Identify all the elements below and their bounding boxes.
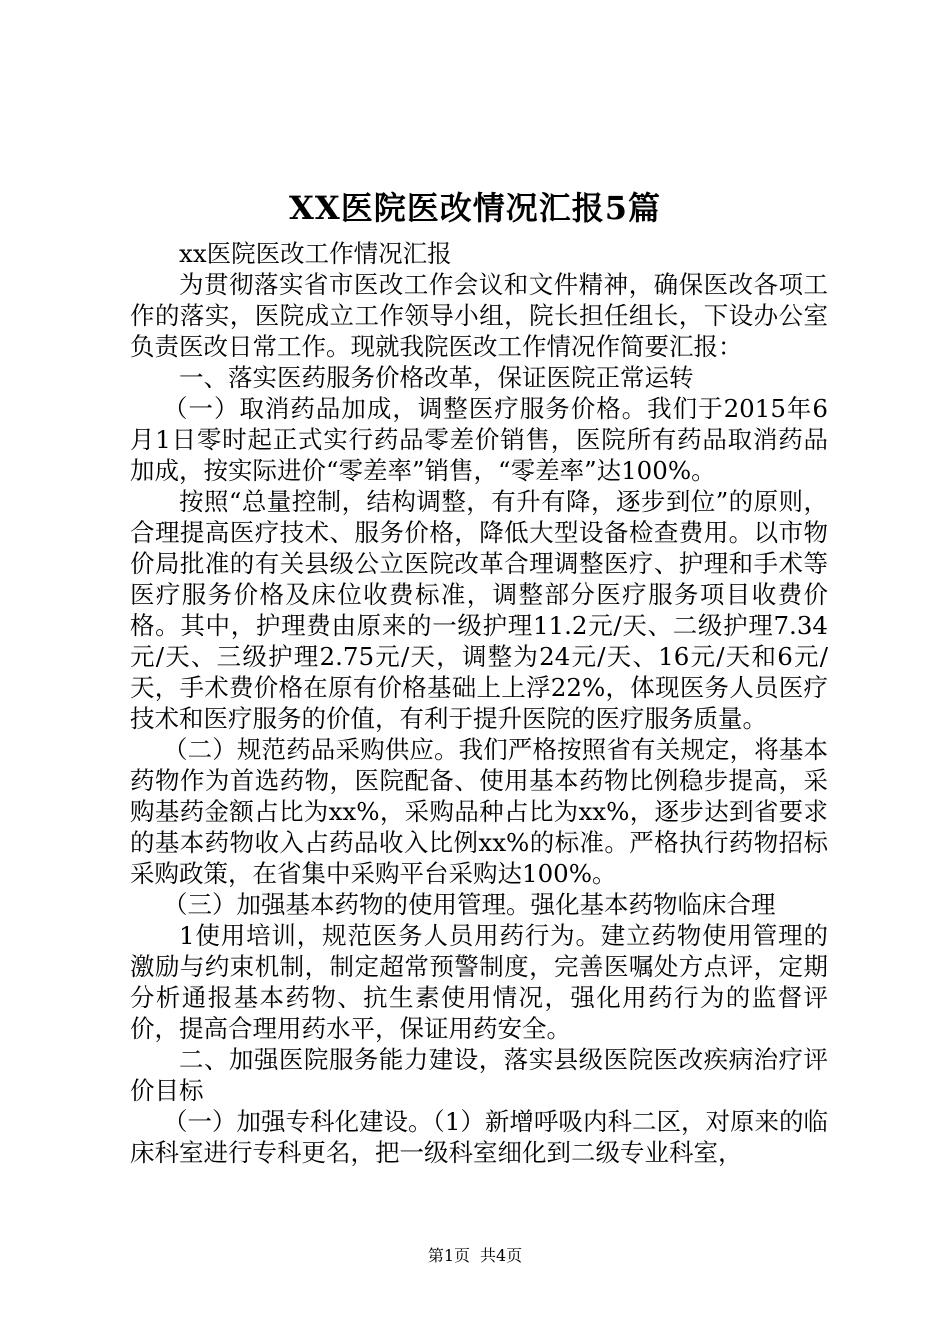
paragraph-subsection-1-1: （一）取消药品加成，调整医疗服务价格。我们于2015年6月1日零时起正式实行药品零差价销售，医院所有药品取消药品加成，按实际进价“零差率”销售，“零差率”达100%。 bbox=[130, 394, 828, 485]
paragraph-subsection-2-1: （一）加强专科化建设。（1）新增呼吸内科二区，对原来的临床科室进行专科更名，把一级科室细化到二级专业科室， bbox=[130, 1107, 828, 1167]
section-heading-2: 二、加强医院服务能力建设，落实县级医院医改疾病治疗评价目标 bbox=[130, 1045, 828, 1105]
page-number: 第1页 bbox=[427, 1246, 470, 1265]
page-total: 共4页 bbox=[480, 1246, 523, 1265]
paragraph-intro: 为贯彻落实省市医改工作会议和文件精神，确保医改各项工作的落实，医院成立工作领导小组，院长担任组长，下设办公室负责医改日常工作。现就我院医改工作情况作简要汇报： bbox=[130, 270, 828, 361]
document-title: XX医院医改情况汇报5篇 bbox=[289, 189, 661, 227]
document-body bbox=[130, 238, 828, 1168]
paragraph-subsection-1-3: （三）加强基本药物的使用管理。强化基本药物临床合理 bbox=[163, 890, 776, 919]
paragraph-report-heading: xx医院医改工作情况汇报 bbox=[179, 239, 452, 268]
paragraph-subsection-1-2: （二）规范药品采购供应。我们严格按照省有关规定，将基本药物作为首选药物，医院配备、使用基本药物比例稳步提高，采购基药金额占比为xx%，采购品种占比为xx%，逐步达到省要求的基本药物收入占药品收入比例xx%的标准。严格执行药物招标采购政策，在省集中采购平台采购达100%。 bbox=[130, 735, 828, 888]
paragraph-drug-usage: 1使用培训，规范医务人员用药行为。建立药物使用管理的激励与约束机制，制定超常预警制度，完善医嘱处方点评，定期分析通报基本药物、抗生素使用情况，强化用药行为的监督评价，提高合理用药水平，保证用药安全。 bbox=[130, 921, 828, 1043]
page-footer bbox=[0, 1244, 950, 1268]
section-heading-1: 一、落实医药服务价格改革，保证医院正常运转 bbox=[179, 363, 694, 392]
paragraph-price-adjustment: 按照“总量控制，结构调整，有升有降，逐步到位”的原则，合理提高医疗技术、服务价格，降低大型设备检查费用。以市物价局批准的有关县级公立医院改革合理调整医疗、护理和手术等医疗服务价格及床位收费标准，调整部分医疗服务项目收费价格。其中，护理费由原来的一级护理11.2元/天、二级护理7.34元/天、三级护理2.75元/天，调整为24元/天、16元/天和6元/天，手术费价格在原有价格基础上上浮22%，体现医务人员医疗技术和医疗服务的价值，有利于提升医院的医疗服务质量。 bbox=[130, 487, 828, 733]
